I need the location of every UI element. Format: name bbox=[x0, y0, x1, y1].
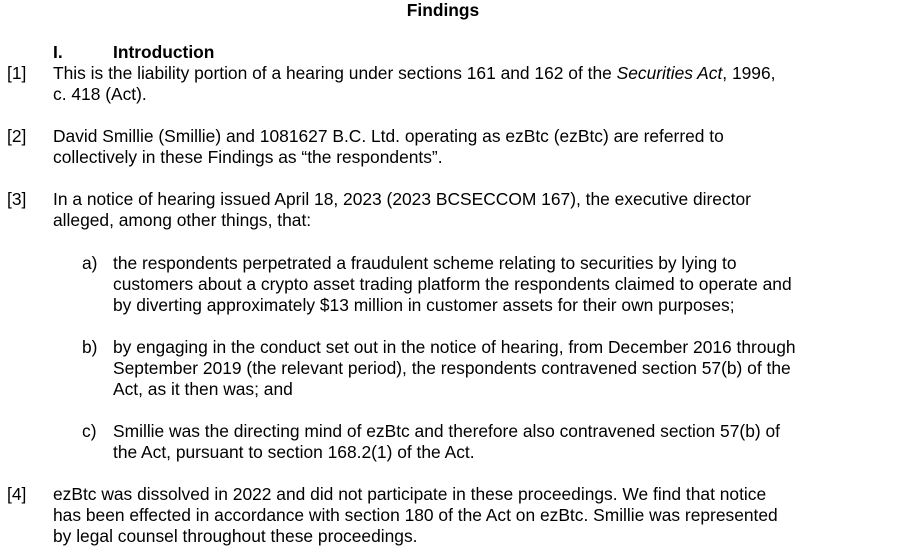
paragraph-line: ezBtc was dissolved in 2022 and did not participate in these proceedings. We find that notice bbox=[53, 484, 767, 504]
allegation-text bbox=[113, 253, 853, 316]
paragraph-number: [4] bbox=[7, 484, 27, 504]
paragraph-number: [2] bbox=[7, 126, 27, 146]
section-heading bbox=[53, 42, 214, 63]
paragraph-line: David Smillie (Smillie) and 1081627 B.C. Ltd. operating as ezBtc (ezBtc) are referred to bbox=[53, 126, 724, 146]
paragraph-line: collectively in these Findings as “the respondents”. bbox=[53, 147, 443, 167]
act-name: Securities Act bbox=[616, 63, 723, 83]
allegation-label: b) bbox=[82, 337, 98, 357]
allegation-line: Smillie was the directing mind of ezBtc and therefore also contravened section 57(b) of bbox=[113, 421, 780, 441]
paragraph-text bbox=[53, 484, 843, 547]
paragraph-text bbox=[53, 63, 843, 105]
text-run: , 1996, bbox=[722, 63, 776, 83]
section-title: Introduction bbox=[113, 42, 215, 62]
allegation-line: the Act, pursuant to section 168.2(1) of the Act. bbox=[113, 442, 475, 462]
allegation-line: the respondents perpetrated a fraudulent scheme relating to securities by lying to bbox=[113, 253, 737, 273]
paragraph-line bbox=[53, 63, 843, 84]
paragraph-line: In a notice of hearing issued April 18, 2023 (2023 BCSECCOM 167), the executive director bbox=[53, 189, 751, 209]
paragraph-line: has been effected in accordance with section 180 of the Act on ezBtc. Smillie was represented bbox=[53, 505, 778, 525]
paragraph-number: [1] bbox=[7, 63, 27, 83]
document-title: Findings bbox=[406, 0, 480, 20]
allegation-line: September 2019 (the relevant period), the respondents contravened section 57(b) of the bbox=[113, 358, 791, 378]
text-run: This is the liability portion of a hearing under sections 161 and 162 of the bbox=[53, 63, 617, 83]
paragraph-text bbox=[53, 189, 843, 231]
allegation-line: customers about a crypto asset trading platform the respondents claimed to operate and bbox=[113, 274, 792, 294]
allegation-label: c) bbox=[82, 421, 97, 441]
paragraph-text bbox=[53, 126, 843, 168]
paragraph-line: c. 418 (Act). bbox=[53, 84, 147, 104]
allegation-line: by engaging in the conduct set out in the notice of hearing, from December 2016 through bbox=[113, 337, 796, 357]
allegation-text bbox=[113, 421, 853, 463]
allegation-text bbox=[113, 337, 853, 400]
section-number: I. bbox=[53, 42, 63, 62]
paragraph-number: [3] bbox=[7, 189, 27, 209]
allegation-line: by diverting approximately $13 million in customer assets for their own purposes; bbox=[113, 295, 735, 315]
paragraph-line: by legal counsel throughout these proceedings. bbox=[53, 526, 418, 546]
allegation-line: Act, as it then was; and bbox=[113, 379, 293, 399]
allegation-label: a) bbox=[82, 253, 98, 273]
paragraph-line: alleged, among other things, that: bbox=[53, 210, 312, 230]
